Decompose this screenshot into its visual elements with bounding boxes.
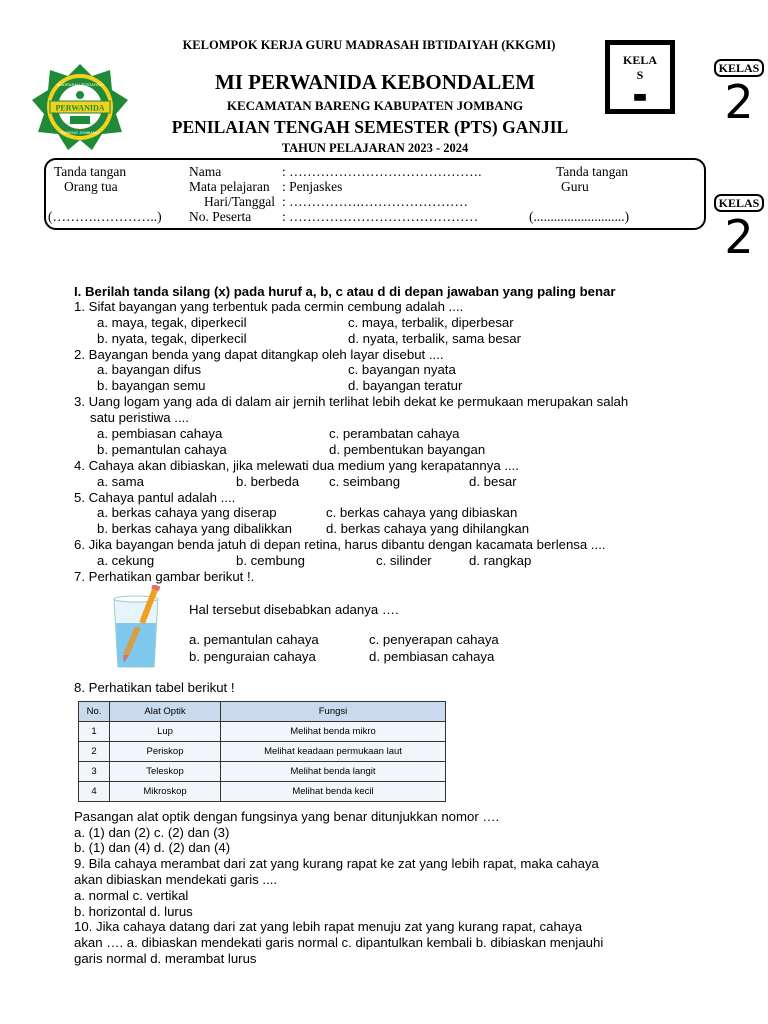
logo-text: PERWANIDA: [55, 103, 105, 113]
table-cell: Mikroskop: [110, 782, 221, 802]
question-10-cont-2: garis normal d. merambat lurus: [74, 951, 257, 966]
mapel-label: Mata pelajaran: [189, 179, 270, 194]
logo-top-text: MADRASAH IBTIDAIYAH: [57, 82, 103, 87]
question-3-cont: satu peristiwa ....: [90, 410, 189, 425]
option-6b[interactable]: b. cembung: [236, 553, 305, 568]
question-4: 4. Cahaya akan dibiaskan, jika melewati dua medium yang kerapatannya ....: [74, 458, 519, 473]
parent-sign-label-2: Orang tua: [64, 179, 118, 194]
kelas-box-mark-icon: ▃: [634, 86, 646, 101]
question-6: 6. Jika bayangan benda jatuh di depan retina, harus dibantu dengan kacamata berlensa ....: [74, 537, 606, 552]
parent-signature-field[interactable]: (……….…………..): [48, 209, 162, 224]
optics-table: [78, 701, 446, 802]
table-cell: Melihat keadaan permukaan laut: [221, 742, 446, 762]
option-2c[interactable]: c. bayangan nyata: [348, 362, 456, 377]
option-7b[interactable]: b. penguraian cahaya: [189, 649, 316, 664]
kelas-badge-label: KELAS: [714, 194, 765, 212]
nama-field[interactable]: : …………………………………….: [282, 164, 482, 179]
question-9-cont: akan dibiaskan mendekati garis ....: [74, 872, 278, 887]
table-header-cell: Alat Optik: [110, 702, 221, 722]
option-2d[interactable]: d. bayangan teratur: [348, 378, 463, 393]
option-3b[interactable]: b. pemantulan cahaya: [97, 442, 227, 457]
options-8-bd[interactable]: b. (1) dan (4) d. (2) dan (4): [74, 840, 231, 855]
question-1: 1. Sifat bayangan yang terbentuk pada cermin cembung adalah ....: [74, 299, 464, 314]
kelas-badge-number: 2: [724, 210, 754, 264]
option-1c[interactable]: c. maya, terbalik, diperbesar: [348, 315, 514, 330]
option-3a[interactable]: a. pembiasan cahaya: [97, 426, 223, 441]
table-header-cell: No.: [79, 702, 110, 722]
table-cell: Melihat benda langit: [221, 762, 446, 782]
nopes-field[interactable]: : ……………………………………: [282, 209, 479, 224]
option-6d[interactable]: d. rangkap: [469, 553, 532, 568]
option-1a[interactable]: a. maya, tegak, diperkecil: [97, 315, 247, 330]
option-1b[interactable]: b. nyata, tegak, diperkecil: [97, 331, 247, 346]
question-9: 9. Bila cahaya merambat dari zat yang kurang rapat ke zat yang lebih rapat, maka cahaya: [74, 856, 599, 871]
option-2b[interactable]: b. bayangan semu: [97, 378, 206, 393]
school-name: MI PERWANIDA KEBONDALEM: [214, 70, 536, 94]
kelas-badge-number: 2: [724, 75, 754, 129]
table-cell: Melihat benda mikro: [221, 722, 446, 742]
school-logo: [30, 62, 130, 152]
table-header-cell: Fungsi: [221, 702, 446, 722]
option-4b[interactable]: b. berbeda: [236, 474, 300, 489]
question-2: 2. Bayangan benda yang dapat ditangkap oleh layar disebut ....: [74, 347, 444, 362]
table-cell: 3: [79, 762, 110, 782]
options-8-ac[interactable]: a. (1) dan (2) c. (2) dan (3): [74, 825, 230, 840]
mapel-value: : Penjaskes: [282, 179, 343, 194]
nopes-label: No. Peserta: [189, 209, 252, 224]
question-3: 3. Uang logam yang ada di dalam air jernih terlihat lebih dekat ke permukaan merupakan salah: [74, 394, 629, 409]
option-5b[interactable]: b. berkas cahaya yang dibalikkan: [97, 521, 293, 536]
glass-pencil-image: [108, 585, 168, 671]
option-5c[interactable]: c. berkas cahaya yang dibiaskan: [326, 505, 518, 520]
kelas-badge-2: [710, 194, 768, 264]
exam-title: PENILAIAN TENGAH SEMESTER (PTS) GANJIL: [171, 117, 569, 137]
table-cell: Teleskop: [110, 762, 221, 782]
table-row: [79, 742, 446, 762]
option-4a[interactable]: a. sama: [97, 474, 144, 489]
kkgmi-heading: KELOMPOK KERJA GURU MADRASAH IBTIDAIYAH (KKGMI): [182, 38, 556, 52]
parent-sign-label: Tanda tangan: [54, 164, 127, 179]
table-cell: 4: [79, 782, 110, 802]
option-5a[interactable]: a. berkas cahaya yang diserap: [97, 505, 277, 520]
table-cell: Melihat benda kecil: [221, 782, 446, 802]
kelas-badge-1: [710, 59, 768, 129]
option-7c[interactable]: c. penyerapan cahaya: [369, 632, 499, 647]
guru-signature-field[interactable]: (...........................): [529, 209, 630, 224]
question-5: 5. Cahaya pantul adalah ....: [74, 490, 236, 505]
question-8-stem: Pasangan alat optik dengan fungsinya yang benar ditunjukkan nomor ….: [74, 809, 500, 824]
hari-label: Hari/Tanggal: [204, 194, 276, 209]
option-5d[interactable]: d. berkas cahaya yang dihilangkan: [326, 521, 530, 536]
option-6c[interactable]: c. silinder: [376, 553, 432, 568]
table-cell: 2: [79, 742, 110, 762]
option-3d[interactable]: d. pembentukan bayangan: [329, 442, 486, 457]
option-6a[interactable]: a. cekung: [97, 553, 155, 568]
table-row: [79, 782, 446, 802]
table-header-row: [79, 702, 446, 722]
kelas-badge-label: KELAS: [714, 59, 765, 77]
option-3c[interactable]: c. perambatan cahaya: [329, 426, 460, 441]
kelas-box-line2: S: [636, 68, 644, 82]
kelas-box: [605, 40, 675, 114]
table-row: [79, 722, 446, 742]
academic-year: TAHUN PELAJARAN 2023 - 2024: [281, 141, 469, 155]
option-2a[interactable]: a. bayangan difus: [97, 362, 202, 377]
option-7d[interactable]: d. pembiasan cahaya: [369, 649, 495, 664]
section-title: I. Berilah tanda silang (x) pada huruf a, b, c atau d di depan jawaban yang paling benar: [74, 284, 616, 299]
guru-sign-label: Tanda tangan: [556, 164, 629, 179]
question-7-stem: Hal tersebut disebabkan adanya ….: [189, 602, 399, 617]
guru-sign-label-2: Guru: [561, 179, 589, 194]
question-10: 10. Jika cahaya datang dari zat yang lebih rapat menuju zat yang kurang rapat, cahaya: [74, 919, 583, 934]
option-1d[interactable]: d. nyata, terbalik, sama besar: [348, 331, 521, 346]
option-4d[interactable]: d. besar: [469, 474, 517, 489]
table-cell: Lup: [110, 722, 221, 742]
table-row: [79, 762, 446, 782]
logo-bottom-text: BARENG JOMBANG: [61, 130, 99, 135]
kelas-box-line1: KELA: [622, 53, 657, 67]
nama-label: Nama: [189, 164, 222, 179]
question-8: 8. Perhatikan tabel berikut !: [74, 680, 235, 695]
option-7a[interactable]: a. pemantulan cahaya: [189, 632, 319, 647]
options-9-bd[interactable]: b. horizontal d. lurus: [74, 904, 193, 919]
kecamatan-line: KECAMATAN BARENG KABUPATEN JOMBANG: [226, 98, 524, 113]
question-10-cont: akan …. a. dibiaskan mendekati garis normal c. dipantulkan kembali b. dibiaskan menjauhi: [74, 935, 604, 950]
table-cell: 1: [79, 722, 110, 742]
options-9-ac[interactable]: a. normal c. vertikal: [74, 888, 189, 903]
option-4c[interactable]: c. seimbang: [329, 474, 401, 489]
hari-field[interactable]: : …………….……………………: [282, 194, 469, 209]
table-cell: Periskop: [110, 742, 221, 762]
question-7: 7. Perhatikan gambar berikut !.: [74, 569, 255, 584]
